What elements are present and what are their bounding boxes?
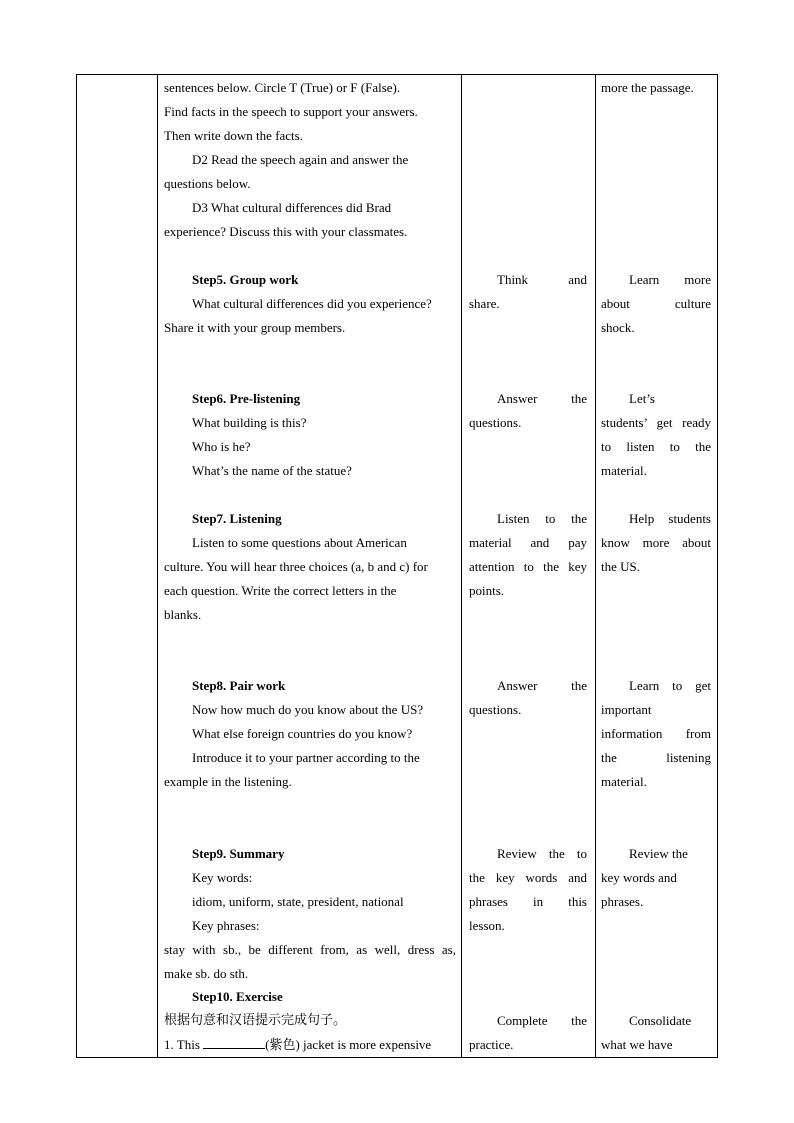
- s9-activity: [469, 842, 587, 938]
- text-line: lesson.: [469, 918, 505, 933]
- text-line: what we have: [601, 1037, 673, 1052]
- text-line: Let’s: [629, 391, 655, 406]
- text-line: know more about: [601, 535, 711, 550]
- text-line: Answer the: [497, 678, 587, 693]
- text-line: practice.: [469, 1037, 514, 1052]
- text-line: more the passage.: [601, 80, 694, 95]
- text-line: material.: [601, 774, 647, 789]
- text-line: questions below.: [164, 176, 251, 191]
- text-line: share.: [469, 296, 500, 311]
- text-line: Learn more: [629, 272, 711, 287]
- text-line: Consolidate: [629, 1013, 692, 1028]
- column-divider: [595, 75, 596, 1057]
- text-line: shock.: [601, 320, 635, 335]
- text-line: each question. Write the correct letters in the: [164, 583, 397, 598]
- text-line: important: [601, 702, 652, 717]
- text-line: sentences below. Circle T (True) or F (False).: [164, 80, 401, 95]
- text-line: information from: [601, 726, 711, 741]
- text-line: stay with sb., be different from, as well, dress as,: [164, 942, 456, 957]
- text-line: blanks.: [164, 607, 202, 622]
- text-line: D2 Read the speech again and answer the: [192, 152, 409, 167]
- text-line: material.: [601, 463, 647, 478]
- s5-purpose: [601, 268, 711, 340]
- text-line: Key phrases:: [192, 918, 260, 933]
- text-line: phrases.: [601, 894, 644, 909]
- text-line: (紫色) jacket is more expensive: [265, 1037, 432, 1052]
- text-line: What cultural differences did you experience?: [192, 296, 432, 311]
- top-purpose: [601, 76, 711, 100]
- answer-blank[interactable]: [203, 1036, 265, 1049]
- step-title: Step5. Group work: [192, 272, 299, 287]
- text-line: points.: [469, 583, 505, 598]
- text-line: Listen to some questions about American: [192, 535, 407, 550]
- s7-purpose: [601, 507, 711, 579]
- text-line: Think and: [497, 272, 587, 287]
- text-line: material and pay: [469, 535, 587, 550]
- step6-block: [164, 387, 456, 483]
- s10-purpose: [601, 1009, 711, 1057]
- column-divider: [461, 75, 462, 1057]
- text-line: questions.: [469, 702, 522, 717]
- text-line: Complete the: [497, 1013, 587, 1028]
- text-line: students’ get ready: [601, 415, 711, 430]
- text-line: Answer the: [497, 391, 587, 406]
- step7-block: [164, 507, 456, 627]
- exercise-question: [164, 1033, 456, 1057]
- text-line: make sb. do sth.: [164, 966, 249, 981]
- text-line: to listen to the: [601, 439, 711, 454]
- s8-activity: [469, 674, 587, 722]
- column-divider: [157, 75, 158, 1057]
- s10-activity: [469, 1009, 587, 1057]
- text-line: What else foreign countries do you know?: [192, 726, 413, 741]
- text-line: 根据句意和汉语提示完成句子。: [164, 1013, 347, 1028]
- text-line: idiom, uniform, state, president, national: [192, 894, 404, 909]
- step-title: Step10. Exercise: [192, 989, 283, 1004]
- text-line: Learn to get: [629, 678, 711, 693]
- text-line: attention to the key: [469, 559, 587, 574]
- intro-block: [164, 76, 456, 244]
- s8-purpose: [601, 674, 711, 794]
- s6-purpose: [601, 387, 711, 483]
- step8-block: [164, 674, 456, 794]
- text-line: What building is this?: [192, 415, 307, 430]
- s9-purpose: [601, 842, 711, 914]
- text-line: Now how much do you know about the US?: [192, 702, 424, 717]
- step10-block: [164, 985, 456, 1057]
- step5-block: [164, 268, 456, 340]
- s6-activity: [469, 387, 587, 435]
- text-line: What’s the name of the statue?: [192, 463, 352, 478]
- s7-activity: [469, 507, 587, 603]
- text-line: Share it with your group members.: [164, 320, 346, 335]
- text-line: the US.: [601, 559, 640, 574]
- step-title: Step7. Listening: [192, 511, 282, 526]
- step9-block: [164, 842, 456, 986]
- text-line: Help students: [629, 511, 711, 526]
- text-line: 1. This: [164, 1037, 204, 1052]
- text-line: Then write down the facts.: [164, 128, 303, 143]
- text-line: Who is he?: [192, 439, 251, 454]
- text-line: Introduce it to your partner according to the: [192, 750, 420, 765]
- text-line: D3 What cultural differences did Brad: [192, 200, 392, 215]
- text-line: phrases in this: [469, 894, 587, 909]
- text-line: Key words:: [192, 870, 253, 885]
- step-title: Step6. Pre-listening: [192, 391, 301, 406]
- text-line: the listening: [601, 750, 711, 765]
- step-title: Step9. Summary: [192, 846, 285, 861]
- text-line: Find facts in the speech to support your answers.: [164, 104, 418, 119]
- text-line: the key words and: [469, 870, 587, 885]
- s5-activity: [469, 268, 587, 316]
- text-line: Review the to: [497, 846, 587, 861]
- text-line: Listen to the: [497, 511, 587, 526]
- text-line: culture. You will hear three choices (a, b and c) for: [164, 559, 428, 574]
- text-line: example in the listening.: [164, 774, 292, 789]
- text-line: key words and: [601, 870, 677, 885]
- text-line: Review the: [629, 846, 688, 861]
- step-title: Step8. Pair work: [192, 678, 286, 693]
- text-line: questions.: [469, 415, 522, 430]
- text-line: about culture: [601, 296, 711, 311]
- text-line: experience? Discuss this with your classmates.: [164, 224, 408, 239]
